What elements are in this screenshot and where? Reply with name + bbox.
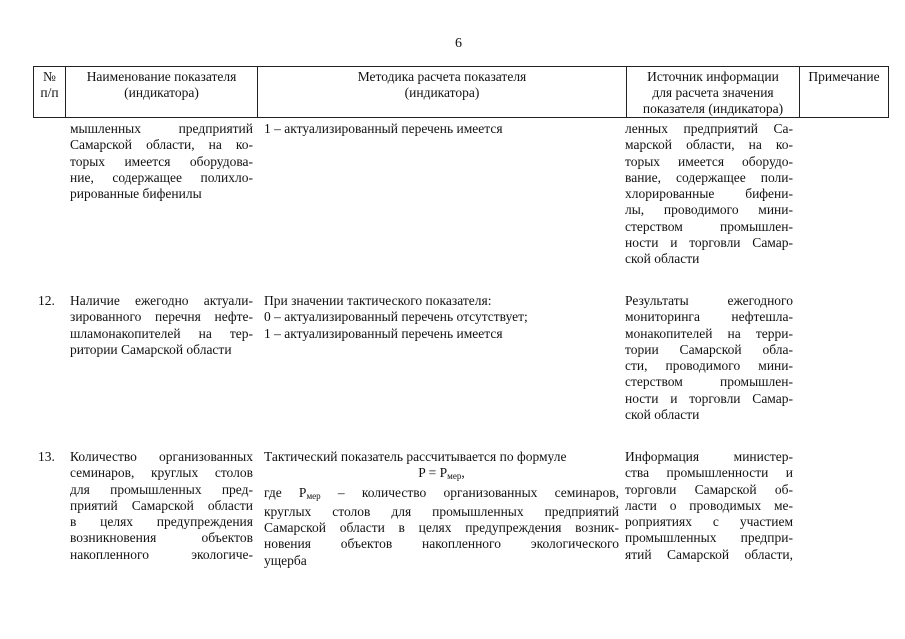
row-12-number: 12. bbox=[38, 293, 55, 308]
header-col-method: Методика расчета показателя (индикатора) bbox=[257, 66, 627, 118]
page-number: 6 bbox=[455, 36, 462, 51]
row-13-name: Количество организованных семинаров, круглых столов для промышленных пред- приятий Самарской области в целях предупреждения возникновения объектов накопленного экологиче- bbox=[70, 449, 253, 562]
row-12-source: Результаты ежегодного мониторинга нефтешла- монакопителей на терри- тории Самарской обла- сти, проводимого мини- стерством промышлен- ности и торговли Самар- ской области bbox=[625, 293, 793, 423]
row-12-method: При значении тактического показателя: 0 – актуализированный перечень отсутствует; 1 – актуализированный перечень имеется bbox=[264, 293, 528, 341]
row-cont-method: 1 – актуализированный перечень имеется bbox=[264, 121, 503, 136]
header-col-number: № п/п bbox=[33, 66, 66, 118]
row-cont-source: ленных предприятий Са- марской области, на ко- торых имеется оборудо- вание, содержащее поли- хлорированные бифени- лы, проводимого мини- стерством промышлен- ности и торговли Самар- ской области bbox=[625, 121, 793, 267]
row-13-source: Информация министер- ства промышленности и торговли Самарской об- ласти о проводимых ме- роприятиях с участием промышленных предпри- ятий Самарской области, bbox=[625, 449, 793, 562]
row-12-name: Наличие ежегодно актуали- зированного перечня нефте- шламонакопителей на тер- ритории Самарской области bbox=[70, 293, 253, 357]
formula: $P = P_{мер}$, bbox=[418, 465, 465, 482]
row-13-method: Тактический показатель рассчитывается по формуле $P = P_{мер}$, где $P_{мер}$ – количество организованных семинаров, круглых столов для промышленных предприятий Самарской области в целях предупреждения возник- новения объектов накопленного экологического ущерба bbox=[264, 449, 620, 568]
header-col-source: Источник информации для расчета значения показателя (индикатора) bbox=[626, 66, 800, 118]
row-cont-name: мышленных предприятий Самарской области, на ко- торых имеется оборудова- ние, содержащее полихло- рированные бифенилы bbox=[70, 121, 253, 202]
header-col-note: Примечание bbox=[799, 66, 889, 118]
row-13-number: 13. bbox=[38, 449, 55, 464]
header-col-name: Наименование показателя (индикатора) bbox=[65, 66, 258, 118]
